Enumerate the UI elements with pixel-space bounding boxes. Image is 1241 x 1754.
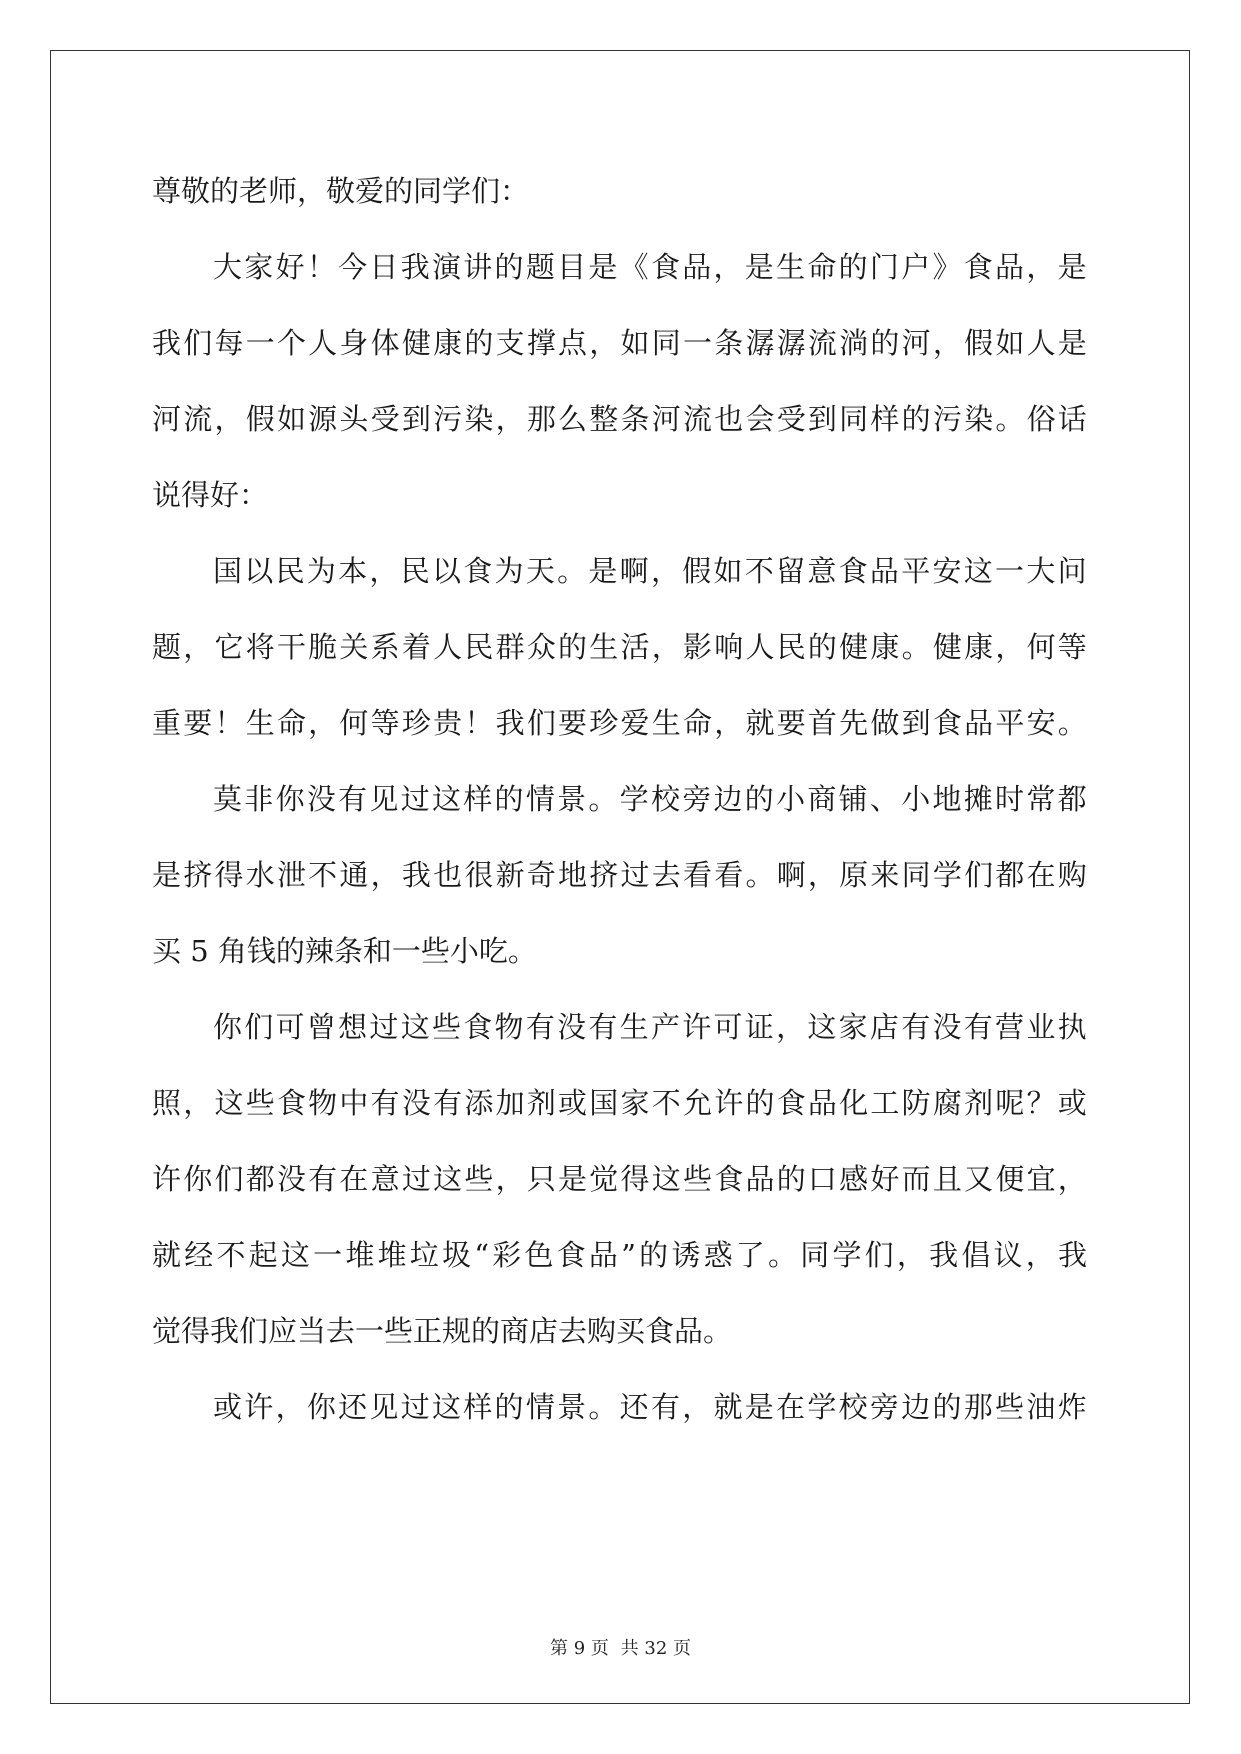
paragraph-line: 尊敬的老师，敬爱的同学们： <box>152 174 530 208</box>
paragraph-line: 国 以 民 为 本 ， 民 以 食 为 天 。 是 啊 ， 假 如 不 留 意 食 品 平 安 这 一 大 问 <box>213 554 1087 588</box>
paragraph-line: 就 经 不 起 这 一 堆 堆 垃 圾 “ 彩 色 食 品 ” 的 诱 惑 了 。 同 学 们 ， 我 倡 议 ， 我 <box>152 1238 1087 1272</box>
paragraph-line: 觉得我们应当去一些正规的商店去购买食品。 <box>152 1314 733 1348</box>
paragraph-line: 许 你 们 都 没 有 在 意 过 这 些 ， 只 是 觉 得 这 些 食 品 的 口 感 好 而 且 又 便 宜 ， <box>152 1162 1087 1196</box>
paragraph-line: 你 们 可 曾 想 过 这 些 食 物 有 没 有 生 产 许 可 证 ， 这 家 店 有 没 有 营 业 执 <box>213 1010 1087 1044</box>
paragraph-line: 说得好： <box>152 478 269 512</box>
paragraph-line: 或 许 ， 你 还 见 过 这 样 的 情 景 。 还 有 ， 就 是 在 学 校 旁 边 的 那 些 油 炸 <box>213 1390 1087 1424</box>
page-number: 第 9 页 <box>550 1638 609 1659</box>
paragraph-line: 照 ， 这 些 食 物 中 有 没 有 添 加 剂 或 国 家 不 允 许 的 食 品 化 工 防 腐 剂 呢 ？ 或 <box>152 1086 1087 1120</box>
paragraph-line: 买 5 角钱的辣条和一些小吃。 <box>152 934 537 968</box>
paragraph-line: 河 流 ， 假 如 源 头 受 到 污 染 ， 那 么 整 条 河 流 也 会 受 到 同 样 的 污 染 。 俗 话 <box>152 402 1087 436</box>
document-body <box>152 165 1087 1457</box>
paragraph-line: 大 家 好 ！ 今 日 我 演 讲 的 题 目 是 《 食 品 ， 是 生 命 的 门 户 》 食 品 ， 是 <box>213 250 1087 284</box>
paragraph-line: 莫 非 你 没 有 见 过 这 样 的 情 景 。 学 校 旁 边 的 小 商 铺 、 小 地 摊 时 常 都 <box>213 782 1087 816</box>
paragraph-line: 重 要 ！ 生 命 ， 何 等 珍 贵 ！ 我 们 要 珍 爱 生 命 ， 就 要 首 先 做 到 食 品 平 安 。 <box>152 706 1087 740</box>
paragraph-line: 是 挤 得 水 泄 不 通 ， 我 也 很 新 奇 地 挤 过 去 看 看 。 啊 ， 原 来 同 学 们 都 在 购 <box>152 858 1087 892</box>
paragraph-line: 题 ， 它 将 干 脆 关 系 着 人 民 群 众 的 生 活 ， 影 响 人 民 的 健 康 。 健 康 ， 何 等 <box>152 630 1087 664</box>
paragraph-line: 我 们 每 一 个 人 身 体 健 康 的 支 撑 点 ， 如 同 一 条 潺 潺 流 淌 的 河 ， 假 如 人 是 <box>152 326 1087 360</box>
page-total: 共 32 页 <box>620 1638 691 1659</box>
page-footer <box>0 1634 1241 1660</box>
